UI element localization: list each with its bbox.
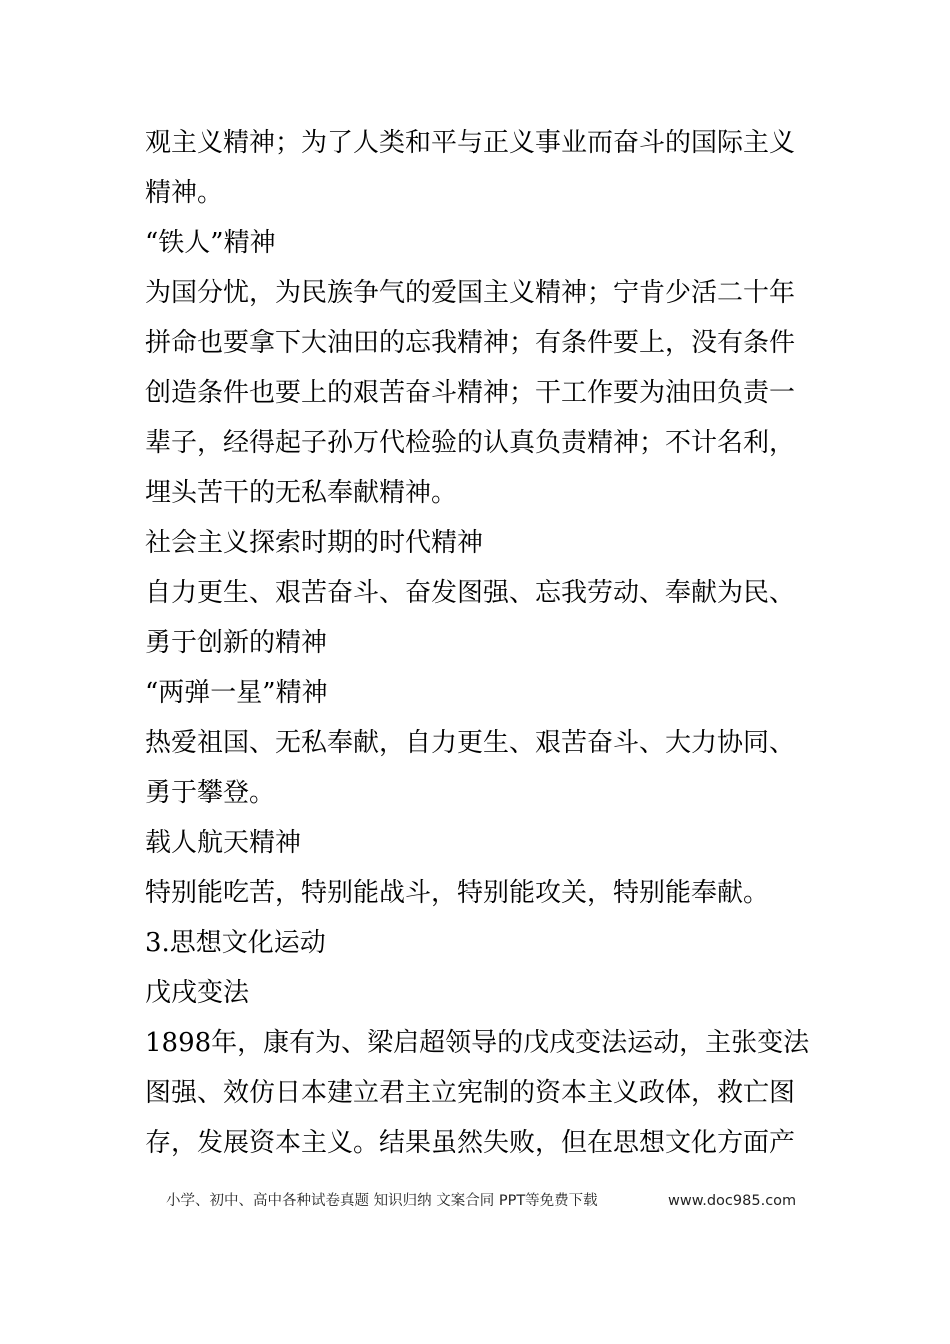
text-line: 埋头苦干的无私奉献精神。	[145, 478, 458, 508]
text-line: 为国分忧，为民族争气的爱国主义精神；宁肯少活二十年	[145, 278, 796, 308]
text-line: 观主义精神；为了人类和平与正义事业而奋斗的国际主义	[145, 128, 796, 158]
text-line: 存，发展资本主义。结果虽然失败，但在思想文化方面产	[145, 1128, 796, 1158]
section-heading: 社会主义探索时期的时代精神	[145, 528, 484, 558]
footer-url[interactable]: www.doc985.com	[668, 1193, 797, 1209]
text-line: 拼命也要拿下大油田的忘我精神；有条件要上，没有条件	[145, 328, 796, 358]
text-line: 特别能吃苦，特别能战斗，特别能攻关，特别能奉献。	[145, 878, 770, 908]
section-heading: 载人航天精神	[145, 828, 302, 858]
text-line: 自力更生、艰苦奋斗、奋发图强、忘我劳动、奉献为民、	[145, 578, 796, 608]
text-line: 精神。	[145, 178, 224, 208]
section-heading: 3.思想文化运动	[145, 928, 326, 958]
section-heading: “铁人”精神	[145, 228, 276, 258]
text-line: 1898年，康有为、梁启超领导的戊戌变法运动，主张变法	[145, 1028, 810, 1058]
text-line: 勇于创新的精神	[145, 628, 328, 658]
text-line: 图强、效仿日本建立君主立宪制的资本主义政体，救亡图	[145, 1078, 796, 1108]
text-line: 热爱祖国、无私奉献，自力更生、艰苦奋斗、大力协同、	[145, 728, 796, 758]
footer-text: 小学、初中、高中各种试卷真题 知识归纳 文案合同 PPT等免费下载	[166, 1193, 598, 1209]
section-heading: 戊戌变法	[145, 978, 250, 1008]
text-line: 辈子，经得起子孙万代检验的认真负责精神；不计名利，	[145, 428, 796, 458]
section-heading: “两弹一星”精神	[145, 678, 328, 708]
text-line: 创造条件也要上的艰苦奋斗精神；干工作要为油田负责一	[145, 378, 796, 408]
text-line: 勇于攀登。	[145, 778, 276, 808]
